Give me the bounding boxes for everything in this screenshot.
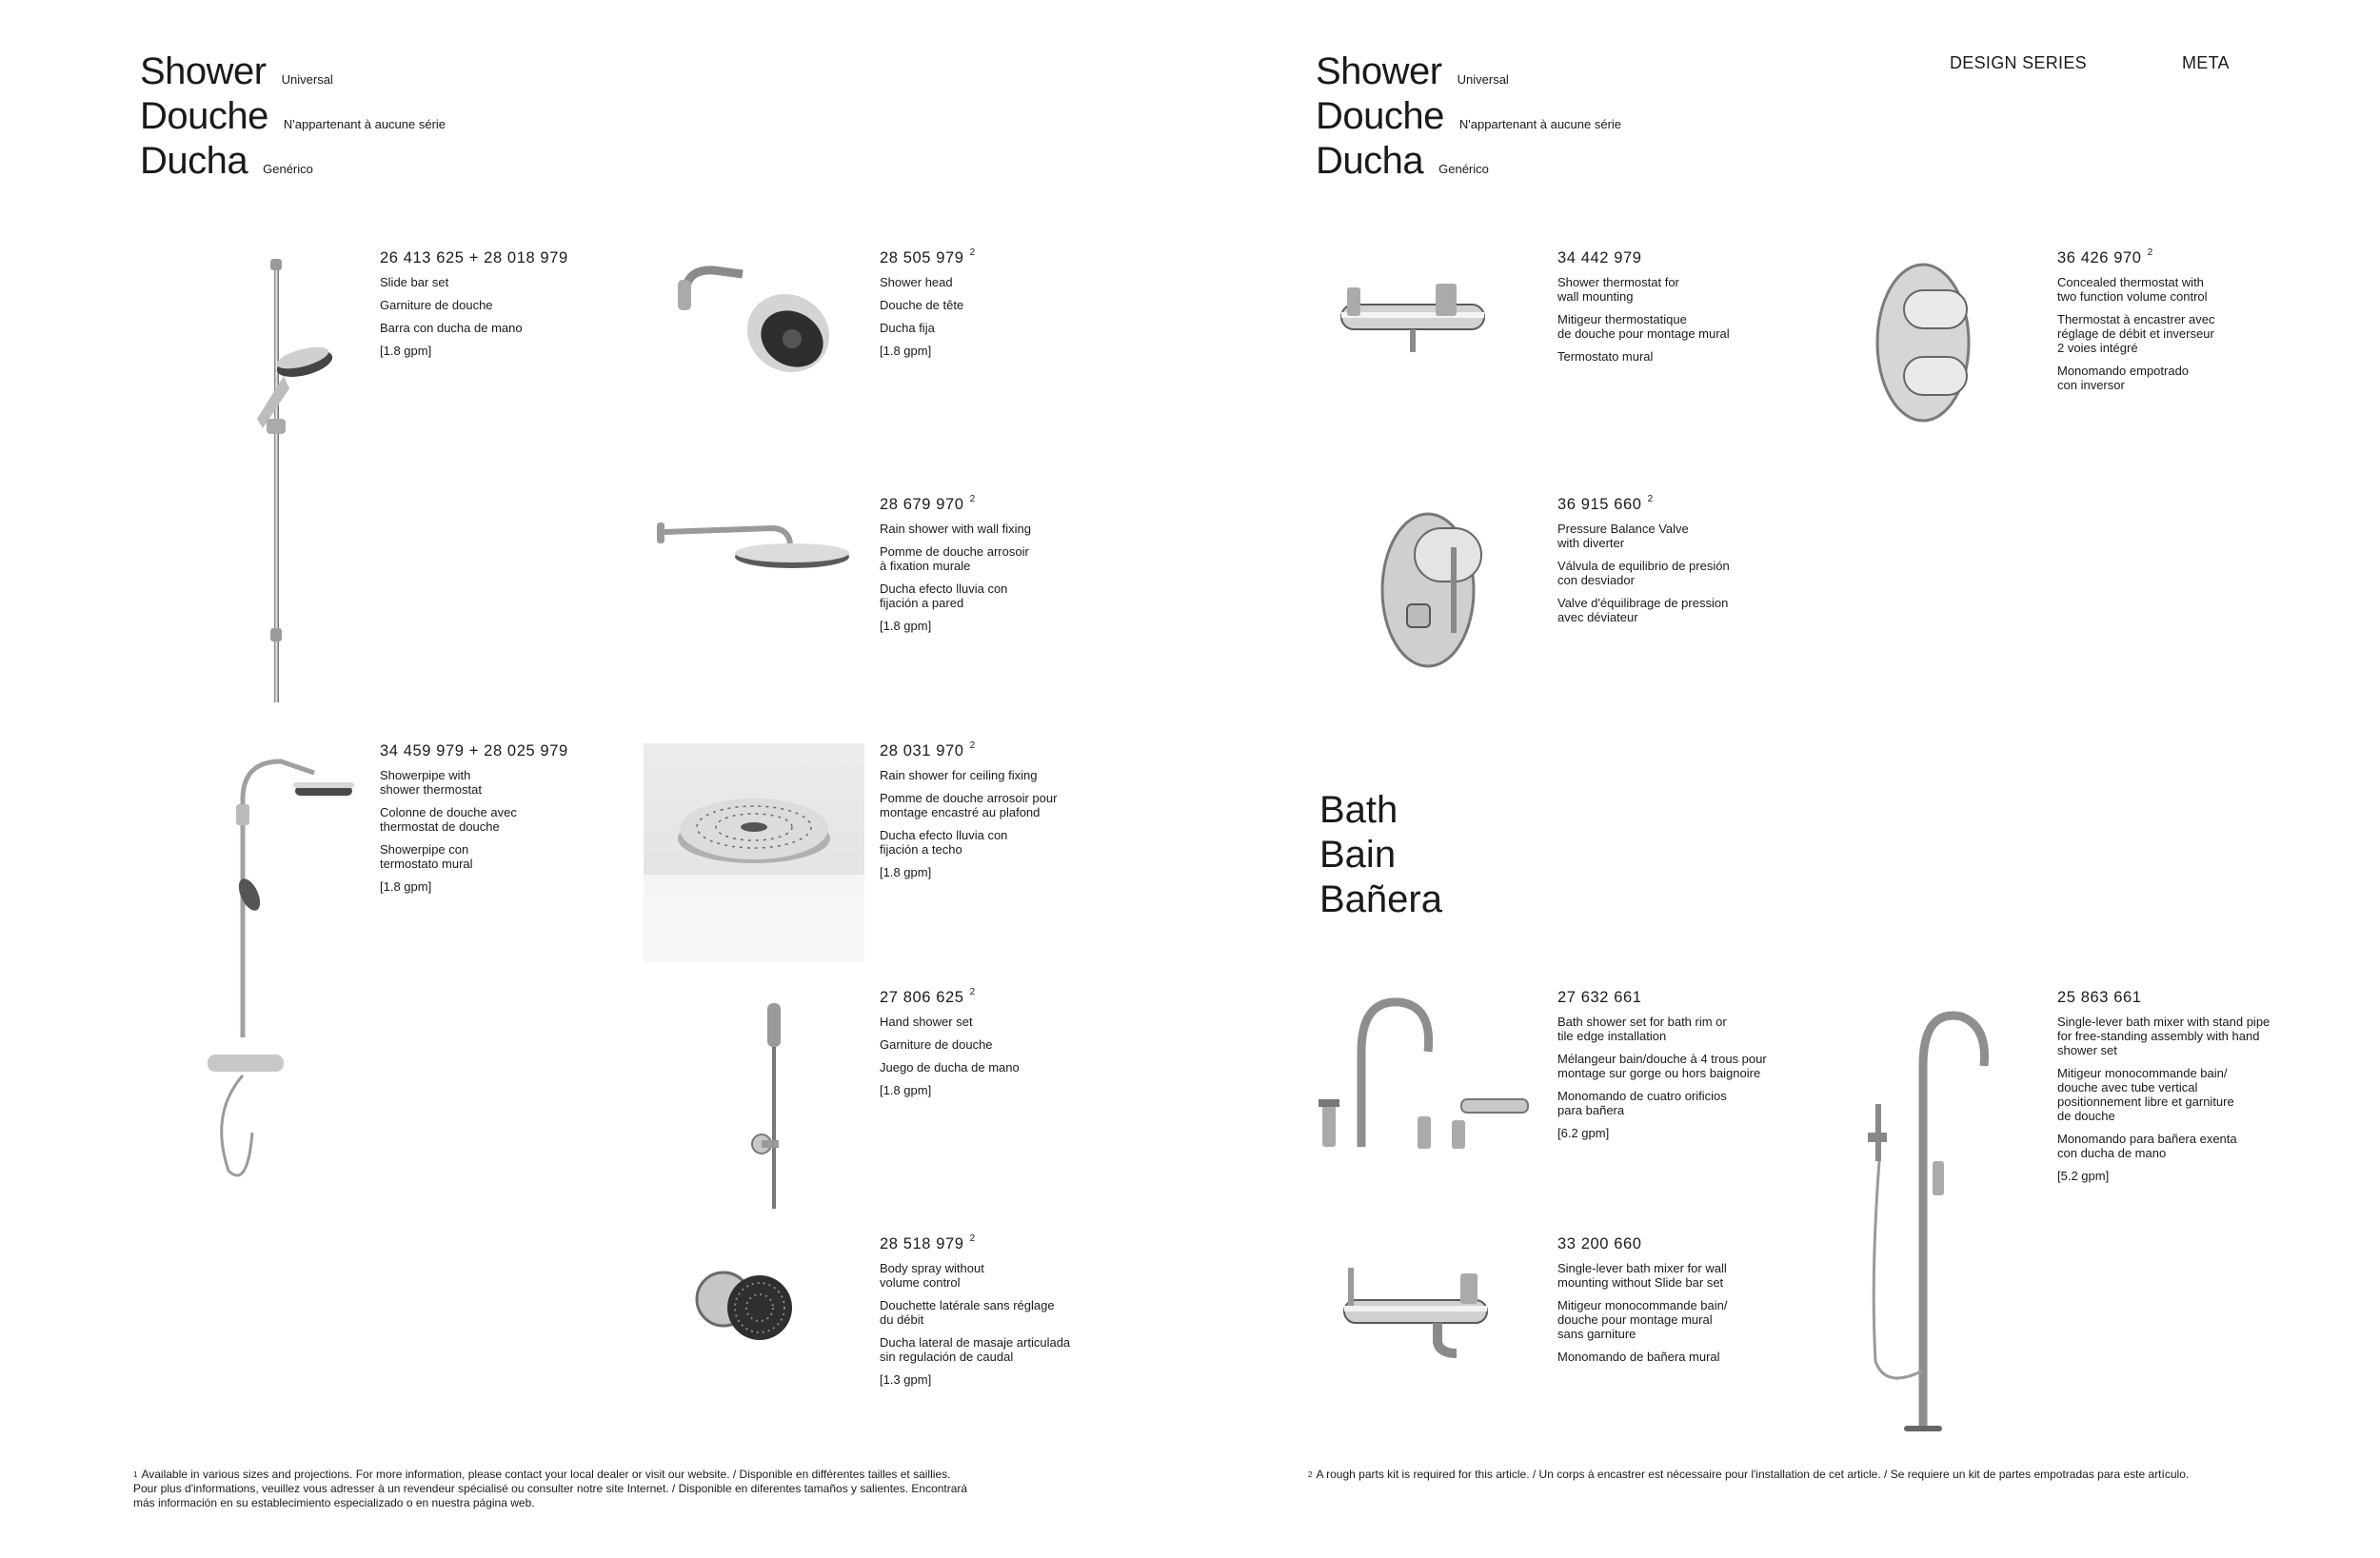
product-shower-head [880,249,1089,366]
desc-fr: Mitigeur monocommande bain/ douche pour montage mural sans garniture [1557,1298,1728,1341]
product-code: 34 459 979 + 28 025 979 [380,742,568,759]
product-code: 28 031 970 $^2$ [880,740,976,759]
desc-en: Rain shower with wall fixing [880,522,1031,536]
desc-fr: Pomme de douche arrosoir à fixation murale [880,544,1029,573]
desc-es: Monomando para bañera exenta con ducha de mano [2057,1132,2237,1160]
product-bath-set [1557,989,1805,1149]
desc-fr: Mitigeur monocommande bain/ douche avec tube vertical positionnement libre et garniture de douche [2057,1066,2234,1123]
desc-fr: Valve d'équilibrage de pression avec déviateur [1557,596,1729,624]
footnote-ref: 2 [1647,494,1654,504]
pressure-valve-image [1380,509,1495,671]
subtitle-ducha: Genérico [1438,162,1489,176]
shower-head-image [676,257,866,390]
title-bain: Bain [1319,834,1397,876]
title-ducha: Ducha [1316,140,1424,182]
product-pressure-valve [1557,496,1786,633]
desc-en: Body spray without volume control [880,1261,984,1290]
desc-en: Slide bar set [380,275,449,289]
desc-en: Single-lever bath mixer for wall mounting without Slide bar set [1557,1261,1727,1290]
product-thermostat-wall [1557,249,1786,372]
title-shower: Shower [1316,50,1442,92]
design-series-label: DESIGN SERIES [1950,53,2087,72]
flow-rate: [1.8 gpm] [880,1083,932,1097]
product-concealed-thermostat [2057,249,2286,401]
desc-fr: Mitigeur thermostatique de douche pour montage mural [1557,312,1730,341]
product-bath-freestanding [2057,989,2305,1192]
desc-fr: Garniture de douche [380,298,493,312]
title-row-ducha [140,139,446,184]
desc-es: Monomando de cuatro orificios para bañera [1557,1089,1727,1117]
desc-fr: Garniture de douche [880,1037,993,1052]
desc-fr: Colonne de douche avec thermostat de douche [380,805,517,834]
product-code: 25 863 661 [2057,989,2142,1006]
footnote-left [133,1468,1085,1510]
desc-es: Ducha efecto lluvia con fijación a pared [880,582,1008,610]
product-code: 28 518 979 $^2$ [880,1233,976,1252]
flow-rate: [1.8 gpm] [880,619,932,633]
right-page-title [1316,49,1621,184]
desc-en: Showerpipe with shower thermostat [380,768,482,797]
footnote-mark: 1 [133,1470,138,1479]
product-code: 27 632 661 [1557,989,1642,1006]
title-douche: Douche [140,95,268,137]
desc-es: Termostato mural [1557,349,1654,364]
flow-rate: [1.8 gpm] [880,344,932,358]
desc-fr: Pomme de douche arrosoir pour montage encastré au plafond [880,791,1058,819]
title-douche: Douche [1316,95,1444,137]
footnote-right-text: A rough parts kit is required for this article. / Un corps à encastrer est nécessaire pour l'installation de cet article. / Se requiere un kit de partes empotradas para este artículo. [1316,1468,2190,1481]
footnote-right [1308,1468,2355,1482]
subtitle-douche: N'appartenant à aucune série [1458,117,1622,131]
desc-en: Bath shower set for bath rim or tile edge installation [1557,1015,1727,1043]
body-spray-image [695,1256,800,1351]
desc-es: Juego de ducha de mano [880,1060,1020,1075]
title-row-douche [140,94,446,139]
product-code: 36 426 970 $^2$ [2057,247,2153,266]
desc-en: Shower thermostat for wall mounting [1557,275,1679,304]
product-slide-bar [380,249,589,366]
footnote-ref: 2 [969,247,976,258]
desc-es: Ducha efecto lluvia con fijación a techo [880,828,1008,857]
product-code: 33 200 660 [1557,1235,1642,1252]
desc-en: Pressure Balance Valve with diverter [1557,522,1689,550]
subtitle-universal: Universal [281,72,333,87]
subtitle-ducha: Genérico [263,162,313,176]
desc-en: Rain shower for ceiling fixing [880,768,1038,782]
title-row-shower [140,49,446,94]
desc-es: Ducha fija [880,321,935,335]
footnote-ref: 2 [969,740,976,751]
product-rain-wall [880,496,1089,641]
desc-en: Concealed thermostat with two function volume control [2057,275,2208,304]
flow-rate: [6.2 gpm] [1557,1126,1610,1140]
hand-shower-image [743,999,800,1209]
showerpipe-image [200,752,352,1190]
bath-section-title [1319,788,1442,922]
subtitle-universal: Universal [1457,72,1509,87]
left-page-title [140,49,446,184]
desc-es: Showerpipe con termostato mural [380,842,473,871]
flow-rate: [5.2 gpm] [2057,1169,2110,1183]
desc-en: Shower head [880,275,953,289]
desc-es: Monomando empotrado con inversor [2057,364,2190,392]
title-shower: Shower [140,50,267,92]
product-bath-mixer-wall [1557,1235,1786,1372]
title-row-douche [1316,94,1621,139]
product-rain-ceiling [880,742,1108,888]
product-body-spray [880,1235,1108,1395]
bath-set-image [1319,995,1537,1156]
desc-es: Válvula de equilibrio de presión con desviador [1557,559,1730,587]
product-code: 26 413 625 + 28 018 979 [380,249,568,266]
title-row-shower [1316,49,1621,94]
title-row-ducha [1316,139,1621,184]
product-code: 28 505 979 $^2$ [880,247,976,266]
footnote-ref: 2 [969,1233,976,1244]
flow-rate: [1.8 gpm] [380,344,432,358]
desc-fr: Thermostat à encastrer avec réglage de débit et inverseur 2 voies intégré [2057,312,2215,355]
footnote-mark: 2 [1308,1470,1313,1479]
desc-en: Hand shower set [880,1015,973,1029]
desc-es: Ducha lateral de masaje articulada sin regulación de caudal [880,1335,1071,1364]
product-code: 27 806 625 $^2$ [880,987,976,1006]
footnote-ref: 2 [2147,247,2153,258]
rain-wall-image [657,519,857,576]
footnote-left-text: Available in various sizes and projections. For more information, please contact your local dealer or visit our website. / Disponible en différentes tailles et saillies. Pour plus d'informations, veuillez vous adresser à un revendeur spécialisé ou consulter notre site Internet. / Disponible en diferentes tamaños y salientes. Encontrará más información en su establecimiento especializado o en nuestra página web. [133,1468,968,1509]
bath-mixer-wall-image [1333,1266,1504,1361]
bath-freestanding-image [1866,1009,1999,1437]
thermostat-wall-image [1338,276,1490,362]
flow-rate: [1.3 gpm] [880,1372,932,1387]
desc-fr: Douchette latérale sans réglage du débit [880,1298,1055,1327]
product-hand-shower [880,989,1089,1106]
slide-bar-image [228,257,343,714]
title-ducha: Ducha [140,140,248,182]
desc-es: Monomando de bañera mural [1557,1350,1720,1364]
series-name: META [2182,53,2230,72]
footnote-ref: 2 [969,987,976,997]
subtitle-douche: N'appartenant à aucune série [283,117,446,131]
rain-ceiling-image [644,743,864,962]
title-bath: Bath [1319,789,1398,831]
desc-fr: Douche de tête [880,298,964,312]
product-code: 28 679 970 $^2$ [880,494,976,513]
product-showerpipe [380,742,589,902]
product-code: 34 442 979 [1557,249,1642,266]
flow-rate: [1.8 gpm] [880,865,932,879]
footnote-ref: 2 [969,494,976,504]
desc-en: Single-lever bath mixer with stand pipe for free-standing assembly with hand shower set [2057,1015,2271,1057]
desc-es: Barra con ducha de mano [380,321,523,335]
title-banera: Bañera [1319,878,1442,920]
product-code: 36 915 660 $^2$ [1557,494,1654,513]
flow-rate: [1.8 gpm] [380,879,432,894]
concealed-thermostat-image [1875,262,1990,424]
desc-fr: Mélangeur bain/douche à 4 trous pour montage sur gorge ou hors baignoire [1557,1052,1767,1080]
